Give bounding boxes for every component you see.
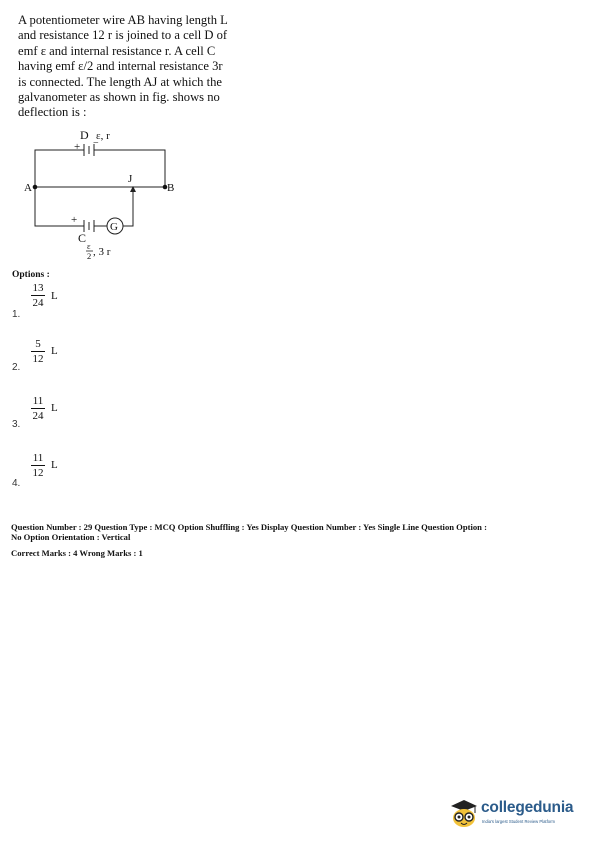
logo-tagline: India's largest Student Review Platform	[482, 819, 555, 824]
question-line: A potentiometer wire AB having length L	[18, 13, 228, 27]
minus-sign-d: −	[93, 138, 99, 149]
point-b-label: B	[167, 182, 175, 194]
option-variable: L	[51, 345, 58, 357]
question-meta-line-2: No Option Orientation : Vertical	[11, 532, 131, 542]
options-heading: Options :	[12, 270, 50, 280]
fraction-bar	[31, 295, 45, 296]
option-fraction	[31, 452, 45, 479]
fraction-denominator: 12	[32, 467, 44, 479]
fraction-numerator: 13	[32, 282, 44, 294]
option-fraction	[31, 282, 45, 309]
graduate-owl-icon	[447, 797, 481, 831]
plus-sign-d: +	[74, 141, 81, 153]
point-a-dot	[33, 185, 38, 190]
option-number: 3.	[12, 419, 21, 430]
question-line: and resistance 12 r is joined to a cell D of	[18, 28, 228, 43]
fraction-numerator: 5	[35, 338, 41, 350]
question-line: galvanometer as shown in fig. shows no	[18, 90, 220, 105]
galvanometer-label: G	[110, 221, 118, 233]
fraction-bar	[31, 465, 45, 466]
option-number: 1.	[12, 309, 21, 320]
fraction-denominator: 24	[32, 297, 44, 309]
fraction-denominator: 12	[32, 353, 44, 365]
cell-c-emf-denominator: 2	[87, 251, 92, 261]
option-number: 2.	[12, 362, 21, 373]
marks-info: Correct Marks : 4 Wrong Marks : 1	[11, 548, 143, 558]
fraction-numerator: 11	[32, 452, 44, 464]
option-number: 4.	[12, 478, 21, 489]
option-variable: L	[51, 459, 58, 471]
fraction-bar	[31, 351, 45, 352]
collegedunia-logo[interactable]	[447, 797, 587, 831]
lower-wire-right	[123, 191, 133, 226]
plus-sign-c: +	[71, 214, 78, 226]
cell-d-emf-label: ε, r	[96, 130, 110, 142]
question-line: deflection is :	[18, 105, 87, 120]
fraction-bar	[31, 408, 45, 409]
jockey-label: J	[128, 173, 133, 185]
question-meta-line-1: Question Number : 29 Question Type : MCQ Option Shuffling : Yes Display Question Number : Yes Single Line Question Option :	[11, 522, 487, 532]
logo-wordmark: collegedunia	[481, 799, 574, 816]
question-line: is connected. The length AJ at which the	[18, 74, 223, 89]
point-a-label: A	[24, 182, 32, 194]
fraction-denominator: 24	[32, 410, 44, 422]
fraction-numerator: 11	[32, 395, 44, 407]
cell-c-resistance: , 3 r	[93, 246, 111, 258]
cell-c-emf-numerator: ε	[87, 241, 91, 251]
question-line: having emf ε/2 and internal resistance 3r	[18, 59, 223, 74]
cell-d-label: D	[80, 128, 89, 142]
option-fraction	[31, 395, 45, 422]
cell-c-label: C	[78, 231, 87, 245]
option-fraction	[31, 338, 45, 365]
top-wire	[35, 150, 84, 187]
option-variable: L	[51, 402, 58, 414]
option-variable: L	[51, 290, 58, 302]
question-line: emf ε and internal resistance r. A cell C	[18, 43, 216, 58]
